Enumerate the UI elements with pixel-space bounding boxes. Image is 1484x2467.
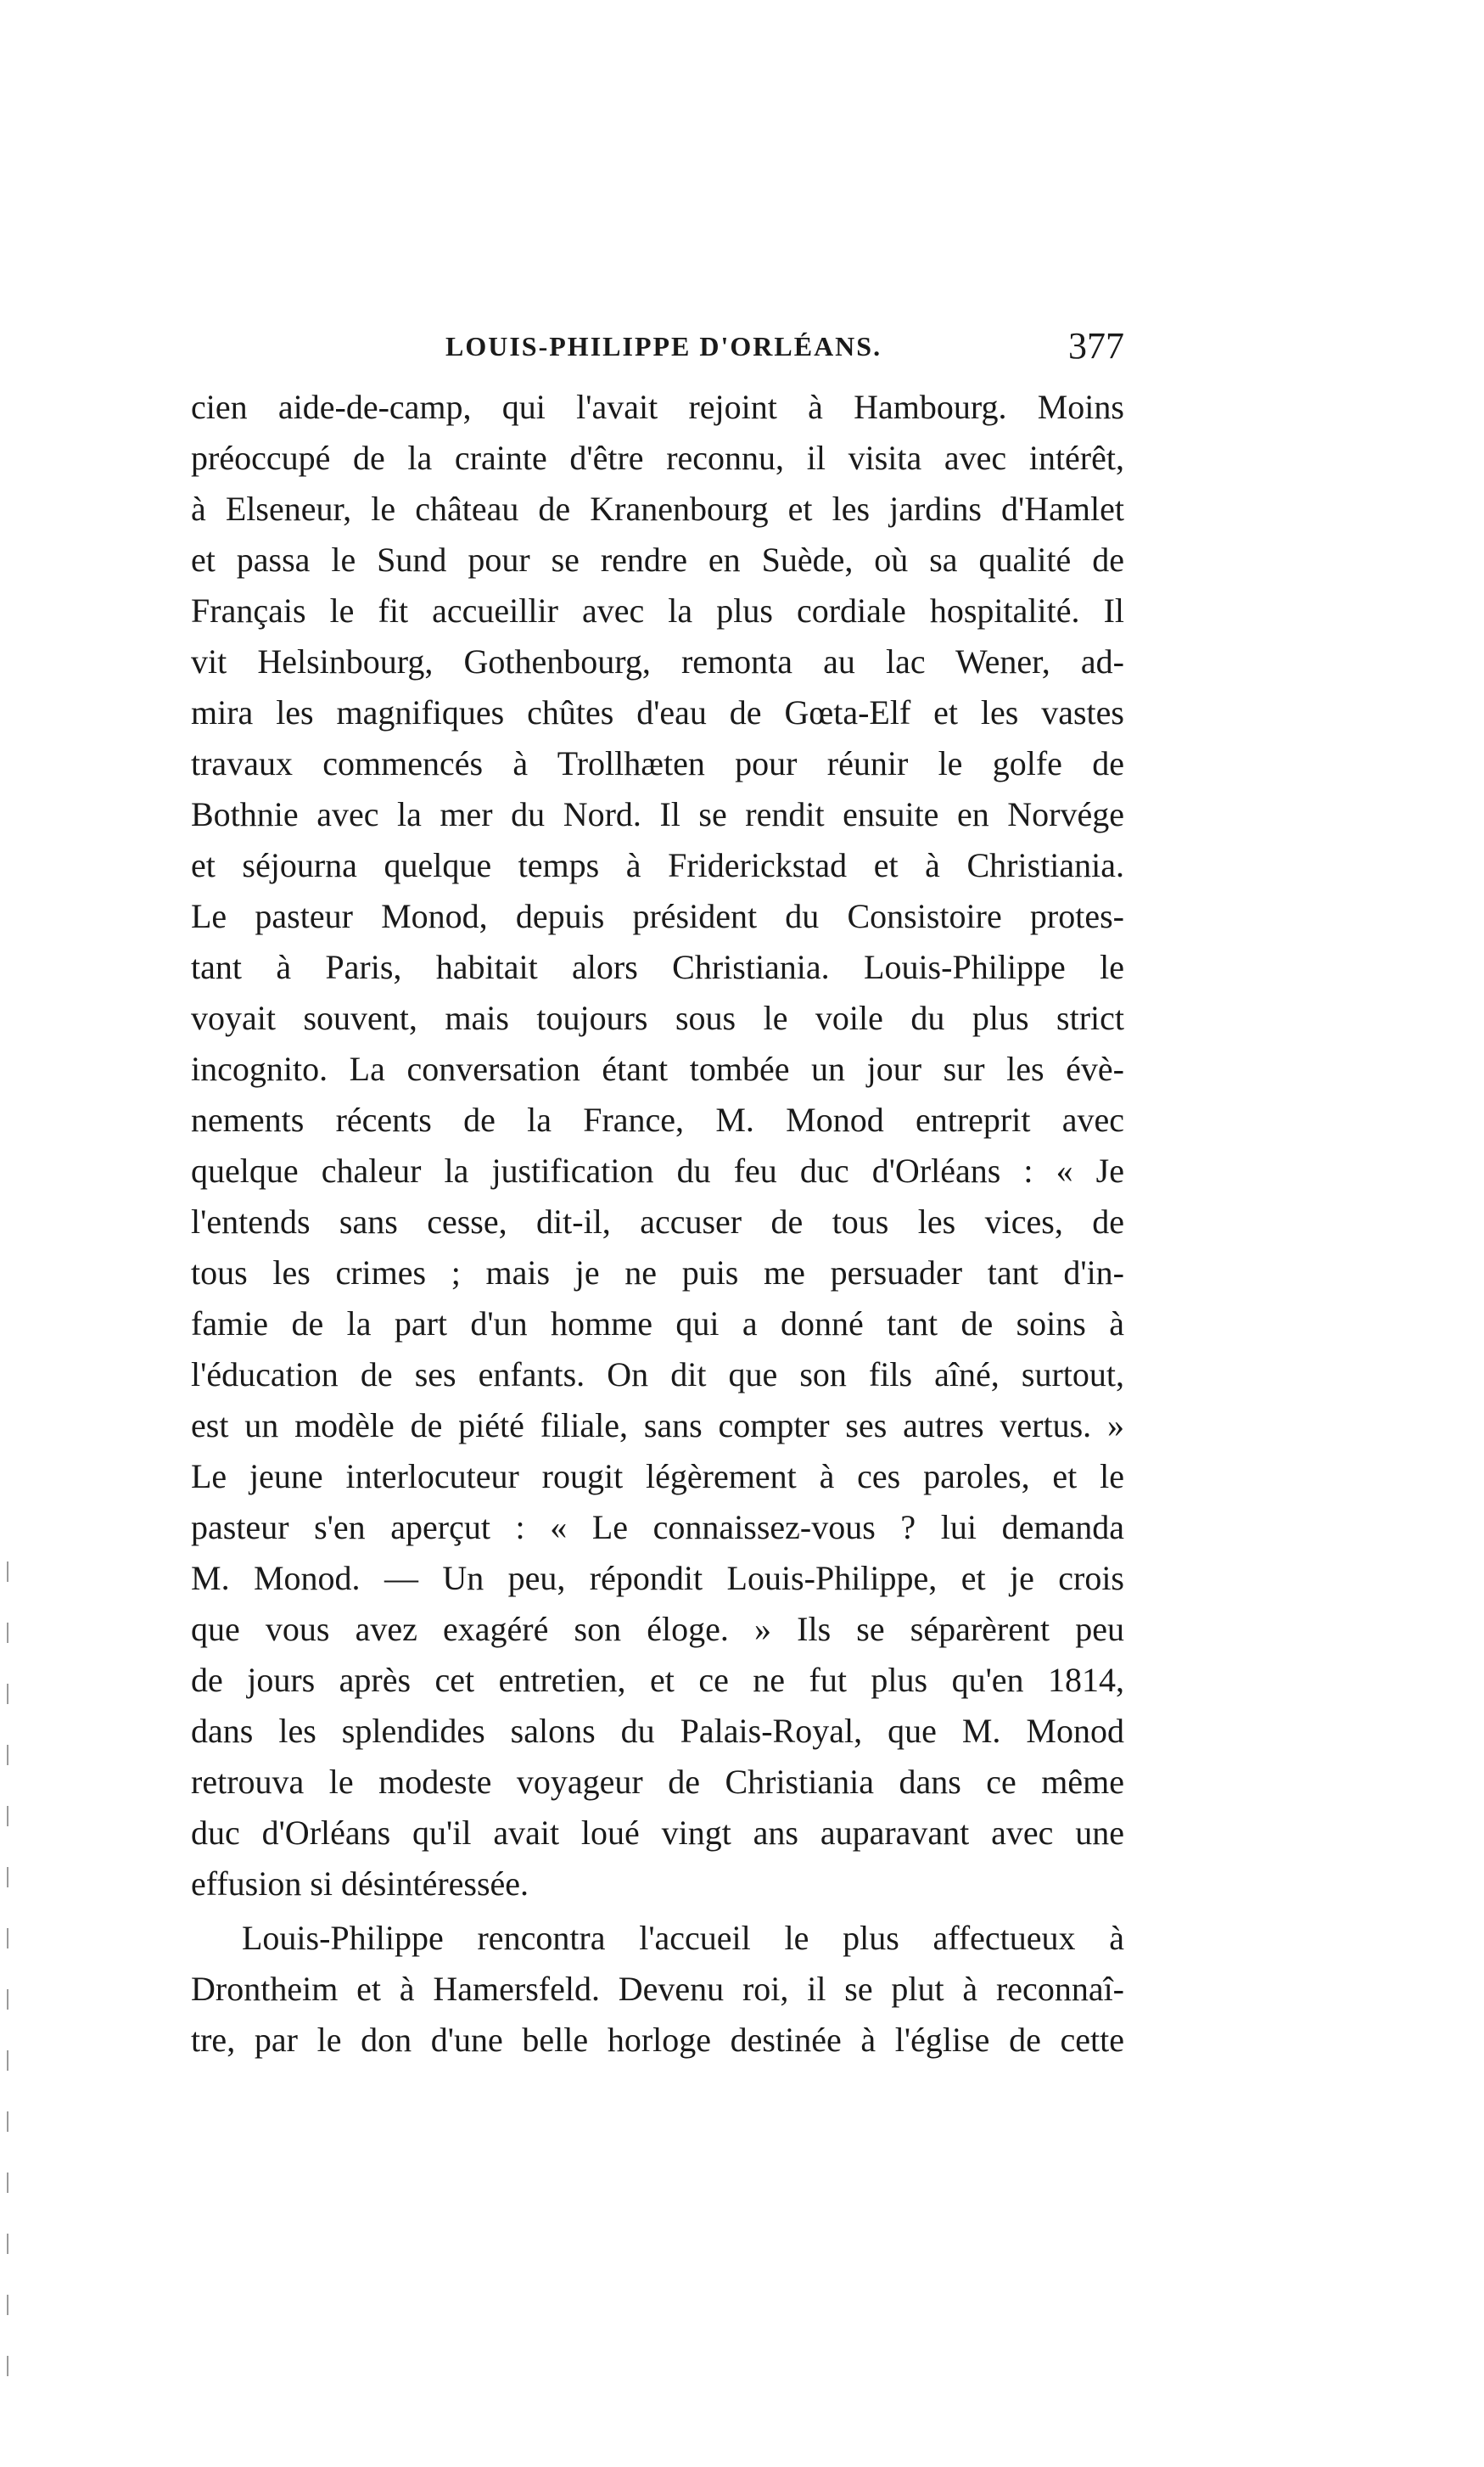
text-line: cien aide-de-camp, qui l'avait rejoint à Hambourg. Moins (191, 388, 1124, 426)
text-line: l'entends sans cesse, dit-il, accuser de tous les vices, de (191, 1203, 1124, 1241)
text-line: Louis-Philippe rencontra l'accueil le plus affectueux à (242, 1919, 1124, 1957)
text-line: de jours après cet entretien, et ce ne fut plus qu'en 1814, (191, 1661, 1124, 1699)
margin-mark (7, 2356, 8, 2376)
text-line: tre, par le don d'une belle horloge destinée à l'église de cette (191, 2021, 1124, 2059)
running-title: LOUIS-PHILIPPE D'ORLÉANS. (445, 331, 882, 362)
text-line: l'éducation de ses enfants. On dit que son fils aîné, surtout, (191, 1355, 1124, 1393)
page-number: 377 (1068, 325, 1124, 367)
text-line: nements récents de la France, M. Monod entreprit avec (191, 1101, 1124, 1139)
margin-mark (7, 1806, 8, 1826)
scan-margin-artifacts (7, 1561, 10, 2461)
text-line: voyait souvent, mais toujours sous le voile du plus strict (191, 999, 1124, 1037)
text-line: retrouva le modeste voyageur de Christiania dans ce même (191, 1763, 1124, 1801)
running-head (191, 324, 1124, 375)
text-line: Le pasteur Monod, depuis président du Consistoire protes- (191, 897, 1124, 935)
text-line: vit Helsinbourg, Gothenbourg, remonta au lac Wener, ad- (191, 642, 1124, 681)
text-line: famie de la part d'un homme qui a donné tant de soins à (191, 1304, 1124, 1343)
margin-mark (7, 1623, 8, 1643)
body-text (191, 382, 1124, 2066)
margin-mark (7, 1684, 8, 1704)
text-line: à Elseneur, le château de Kranenbourg et les jardins d'Hamlet (191, 490, 1124, 528)
margin-mark (7, 2111, 8, 2132)
text-line: pasteur s'en aperçut : « Le connaissez-vous ? lui demanda (191, 1508, 1124, 1546)
text-line: duc d'Orléans qu'il avait loué vingt ans auparavant avec une (191, 1814, 1124, 1852)
margin-mark (7, 2295, 8, 2315)
text-line: effusion si désintéressée. (191, 1864, 529, 1903)
text-line: que vous avez exagéré son éloge. » Ils se séparèrent peu (191, 1610, 1124, 1648)
margin-mark (7, 2234, 8, 2254)
text-line: est un modèle de piété filiale, sans compter ses autres vertus. » (191, 1406, 1124, 1444)
text-line: travaux commencés à Trollhæten pour réunir le golfe de (191, 744, 1124, 782)
text-line: et séjourna quelque temps à Friderickstad et à Christiania. (191, 846, 1124, 884)
margin-mark (7, 2050, 8, 2071)
text-line: tant à Paris, habitait alors Christiania. Louis-Philippe le (191, 948, 1124, 986)
margin-mark (7, 2173, 8, 2193)
margin-mark (7, 1989, 8, 2010)
margin-mark (7, 1867, 8, 1887)
margin-mark (7, 1745, 8, 1765)
margin-mark (7, 1928, 8, 1948)
text-line: tous les crimes ; mais je ne puis me persuader tant d'in- (191, 1253, 1124, 1292)
margin-mark (7, 1561, 8, 1582)
text-line: Français le fit accueillir avec la plus cordiale hospitalité. Il (191, 592, 1124, 630)
text-line: Drontheim et à Hamersfeld. Devenu roi, il se plut à reconnaî- (191, 1970, 1124, 2008)
text-line: mira les magnifiques chûtes d'eau de Gœta-Elf et les vastes (191, 693, 1124, 732)
text-line: quelque chaleur la justification du feu duc d'Orléans : « Je (191, 1152, 1124, 1190)
text-line: Le jeune interlocuteur rougit légèrement à ces paroles, et le (191, 1457, 1124, 1495)
text-line: incognito. La conversation étant tombée un jour sur les évè- (191, 1050, 1124, 1088)
text-line: dans les splendides salons du Palais-Royal, que M. Monod (191, 1712, 1124, 1750)
text-line: Bothnie avec la mer du Nord. Il se rendit ensuite en Norvége (191, 795, 1124, 833)
text-line: préoccupé de la crainte d'être reconnu, il visita avec intérêt, (191, 439, 1124, 477)
text-line: et passa le Sund pour se rendre en Suède, où sa qualité de (191, 541, 1124, 579)
text-line: M. Monod. — Un peu, répondit Louis-Philippe, et je crois (191, 1559, 1124, 1597)
